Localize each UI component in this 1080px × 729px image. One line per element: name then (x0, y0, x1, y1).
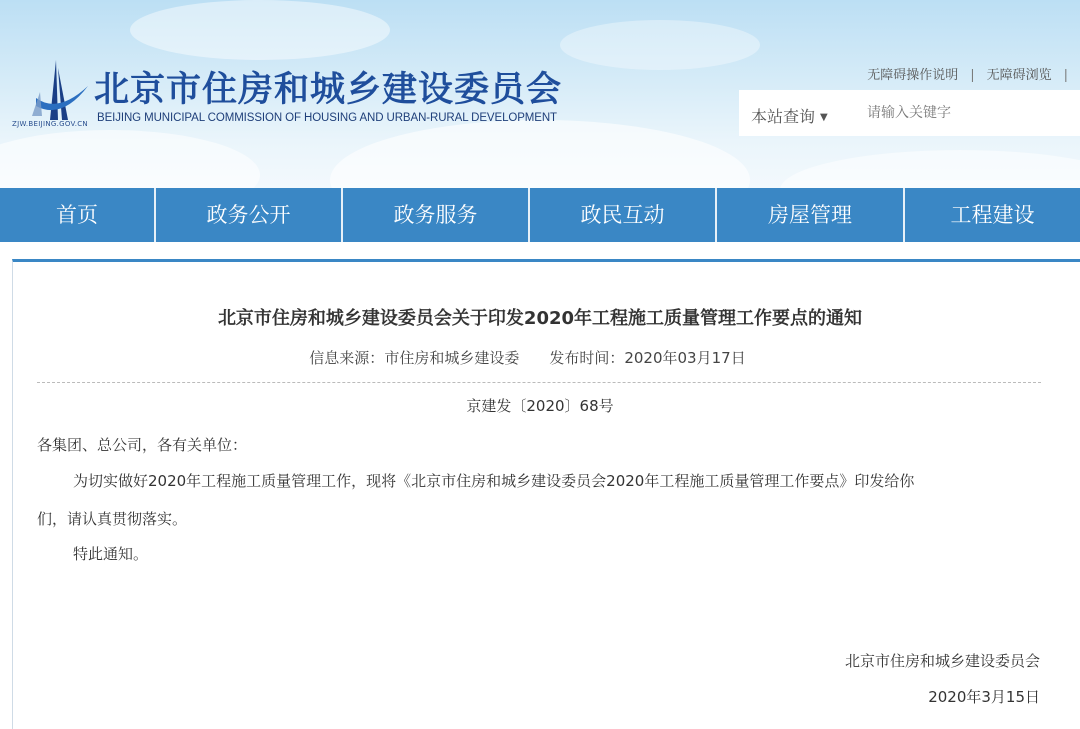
accessibility-links (867, 64, 1080, 83)
header-cloud (0, 130, 260, 188)
nav-item-housing-management[interactable]: 房屋管理 (717, 188, 905, 242)
site-search (739, 90, 1080, 136)
site-header (0, 0, 1080, 188)
search-input[interactable] (859, 98, 1080, 128)
site-subtitle: BEIJING MUNICIPAL COMMISSION OF HOUSING AND URBAN-RURAL DEVELOPMENT (97, 112, 557, 124)
date-label: 发布时间： (549, 349, 625, 367)
source-label: 信息来源： (309, 349, 385, 367)
nav-item-engineering-construction[interactable]: 工程建设 (950, 203, 1035, 227)
header-cloud (330, 120, 750, 188)
search-scope-label: 本站查询 (751, 107, 816, 126)
link-separator: | (1063, 68, 1068, 83)
header-cloud (130, 0, 390, 60)
accessibility-browse-link[interactable]: 无障碍浏览 (986, 68, 1052, 83)
sign-date: 2020年3月15日 (928, 688, 1040, 706)
date-value: 2020年03月17日 (624, 349, 746, 367)
meta-divider (37, 382, 1041, 383)
document-number: 京建发〔2020〕68号 (466, 397, 614, 415)
nav-item-home[interactable]: 首页 (0, 188, 156, 242)
accessibility-guide-link[interactable]: 无障碍操作说明 (867, 68, 959, 83)
nav-item-public-interaction[interactable]: 政民互动 (530, 188, 717, 242)
article-meta (0, 347, 1055, 368)
search-scope-select[interactable] (751, 104, 828, 127)
link-separator: | (970, 68, 975, 83)
header-cloud (560, 20, 760, 70)
salutation: 各集团、总公司，各有关单位： (37, 436, 248, 454)
closing-line: 特此通知。 (73, 545, 149, 563)
main-nav (0, 188, 1080, 242)
nav-item-government-affairs[interactable]: 政务公开 (156, 188, 343, 242)
caret-down-icon: ▼ (820, 112, 828, 123)
site-domain: ZJW.BEIJING.GOV.CN (12, 120, 88, 128)
article-title: 北京市住房和城乡建设委员会关于印发2020年工程施工质量管理工作要点的通知 (217, 308, 863, 329)
header-cloud (780, 150, 1080, 188)
body-paragraph-line2: 们，请认真贯彻落实。 (37, 510, 188, 528)
signer: 北京市住房和城乡建设委员会 (844, 652, 1040, 670)
nav-item-government-services[interactable]: 政务服务 (343, 188, 530, 242)
site-title[interactable]: 北京市住房和城乡建设委员会 (94, 70, 563, 110)
source-value: 市住房和城乡建设委 (384, 349, 520, 367)
site-logo-icon[interactable] (28, 58, 92, 124)
body-paragraph-line1: 为切实做好2020年工程施工质量管理工作，现将《北京市住房和城乡建设委员会2020年工程施工质量管理工作要点》印发给你 (73, 472, 915, 490)
